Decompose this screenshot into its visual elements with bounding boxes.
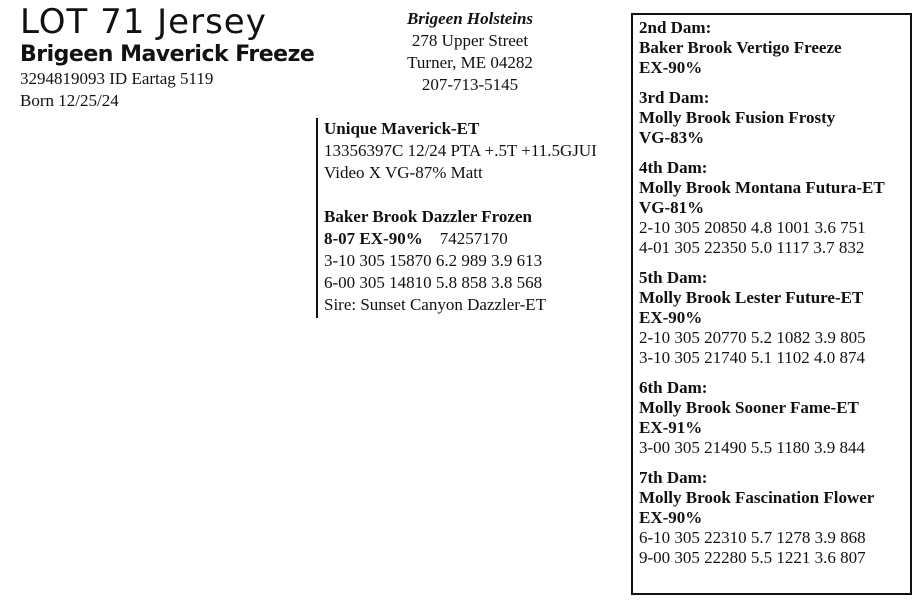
breeder-block (360, 8, 580, 96)
sire-line1: 13356397C 12/24 PTA +.5T +11.5GJUI (324, 141, 597, 160)
dam-entry-record: 2-10 305 20770 5.2 1082 3.9 805 (639, 328, 866, 347)
animal-id-line: 3294819093 ID Eartag 5119 (20, 69, 214, 88)
dam-entry-class: EX-90% (639, 508, 703, 527)
dam-name: Baker Brook Dazzler Frozen (324, 207, 532, 226)
dam-class-line (324, 228, 624, 250)
dam-label: 6th Dam: (639, 378, 708, 397)
dam-entry-record: 2-10 305 20850 4.8 1001 3.6 751 (639, 218, 866, 237)
dam-label: 3rd Dam: (639, 88, 710, 107)
dam-entry-name: Molly Brook Fusion Frosty (639, 108, 836, 127)
sire-line2: Video X VG-87% Matt (324, 163, 483, 182)
dam-entry-record: 3-00 305 21490 5.5 1180 3.9 844 (639, 438, 866, 457)
dam-entry (639, 18, 910, 78)
pedigree-sire-dam-block (316, 118, 624, 318)
dam-entry-record: 9-00 305 22280 5.5 1221 3.6 807 (639, 548, 866, 567)
dam-class: 8-07 EX-90% (324, 229, 423, 248)
dam-entry-class: VG-81% (639, 198, 705, 217)
dam-sire-line: Sire: Sunset Canyon Dazzler-ET (324, 295, 547, 314)
dam-label: 4th Dam: (639, 158, 708, 177)
dams-list (639, 18, 910, 568)
dam-record-2: 6-00 305 14810 5.8 858 3.8 568 (324, 273, 543, 292)
animal-born: Born 12/25/24 (20, 91, 119, 110)
dam-entry (639, 88, 910, 148)
dam-label: 7th Dam: (639, 468, 708, 487)
dam-entry-name: Baker Brook Vertigo Freeze (639, 38, 842, 57)
dam-entry (639, 158, 910, 258)
breeder-name: Brigeen Holsteins (406, 9, 534, 28)
dam-entry-record: 6-10 305 22310 5.7 1278 3.9 868 (639, 528, 866, 547)
dam-reg: 74257170 (439, 229, 508, 248)
dam-entry-name: Molly Brook Sooner Fame-ET (639, 398, 859, 417)
dam-entry-name: Molly Brook Fascination Flower (639, 488, 875, 507)
dams-box (631, 13, 912, 595)
dam-entry (639, 268, 910, 368)
dam-entry-record: 3-10 305 21740 5.1 1102 4.0 874 (639, 348, 866, 367)
dam-entry-class: EX-90% (639, 308, 703, 327)
sire-name: Unique Maverick-ET (324, 119, 480, 138)
dam-entry (639, 468, 910, 568)
dam-label: 2nd Dam: (639, 18, 712, 37)
dam-entry-name: Molly Brook Lester Future-ET (639, 288, 864, 307)
dam-record-1: 3-10 305 15870 6.2 989 3.9 613 (324, 251, 543, 270)
dam-entry-name: Molly Brook Montana Futura-ET (639, 178, 885, 197)
lot-title: LOT 71 Jersey (20, 2, 267, 42)
dam-entry-class: EX-91% (639, 418, 703, 437)
dam-entry (639, 378, 910, 458)
animal-name: Brigeen Maverick Freeze (20, 42, 315, 67)
dam-entry-class: EX-90% (639, 58, 703, 77)
dam-label: 5th Dam: (639, 268, 708, 287)
dam-entry-class: VG-83% (639, 128, 705, 147)
breeder-phone: 207-713-5145 (421, 75, 519, 94)
breeder-city: Turner, ME 04282 (407, 53, 533, 72)
breeder-street: 278 Upper Street (411, 31, 529, 50)
dam-entry-record: 4-01 305 22350 5.0 1117 3.7 832 (639, 238, 865, 257)
